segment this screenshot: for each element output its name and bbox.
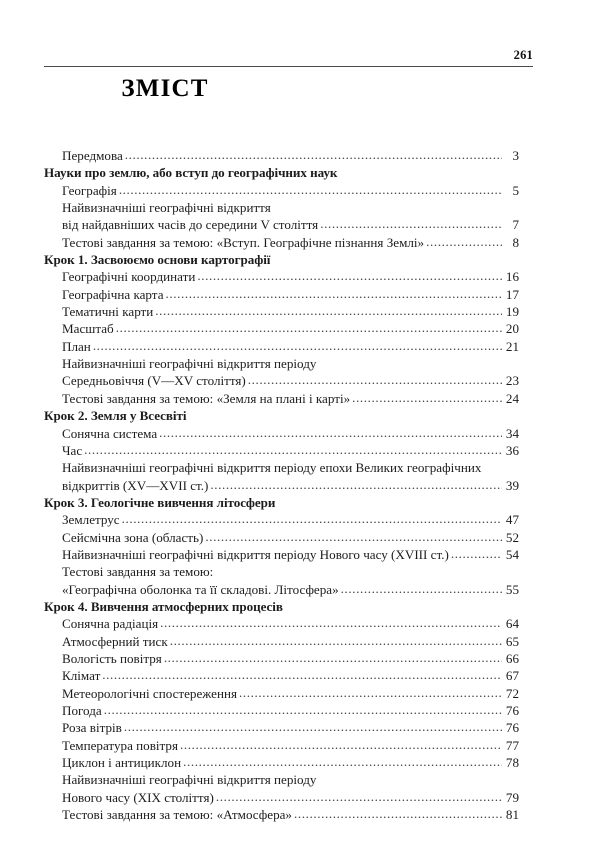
toc-page-number: 36: [505, 442, 519, 458]
toc-dot-leader: [183, 753, 501, 770]
toc-dot-leader: [119, 181, 502, 198]
toc-page-number: 24: [505, 390, 519, 406]
toc-entry[interactable]: [62, 442, 519, 459]
toc-entry[interactable]: [62, 372, 519, 389]
toc-entry-continuation[interactable]: [62, 355, 519, 372]
toc-entry-label: Тестові завдання за темою: «Атмосфера»: [62, 807, 292, 823]
toc-page-number: 64: [505, 616, 519, 632]
toc-page-number: 19: [505, 304, 519, 320]
toc-entry-label: Найвизначніші географічні відкриття періоду: [62, 772, 317, 788]
toc-page-number: 17: [505, 286, 519, 302]
toc-entry[interactable]: [62, 182, 519, 199]
toc-dot-leader: [170, 632, 502, 649]
toc-page-number: 67: [505, 668, 519, 684]
toc-dot-leader: [166, 285, 502, 302]
toc-entry-label: Тестові завдання за темою: «Вступ. Географічне пізнання Землі»: [62, 234, 425, 250]
toc-page-number: 39: [505, 477, 519, 493]
toc-dot-leader: [294, 805, 502, 822]
toc-entry-label: Географічні координати: [62, 269, 196, 285]
toc-entry[interactable]: [62, 650, 519, 667]
toc-dot-leader: [160, 614, 501, 631]
toc-page-number: 34: [505, 425, 519, 441]
toc-entry-label: Найвизначніші географічні відкриття періоду епохи Великих географічних: [62, 460, 482, 476]
toc-entry-label: Сонячна система: [62, 425, 158, 441]
toc-dot-leader: [451, 545, 502, 562]
toc-dot-leader: [216, 788, 502, 805]
toc-dot-leader: [426, 233, 501, 250]
toc-entry-label: Вологість повітря: [62, 650, 162, 666]
toc-entry-label: Тестові завдання за темою:: [62, 564, 214, 580]
toc-entry[interactable]: [62, 806, 519, 823]
toc-page-number: 47: [505, 512, 519, 528]
table-of-contents: [44, 147, 519, 823]
toc-entry[interactable]: [62, 303, 519, 320]
toc-dot-leader: [102, 666, 501, 683]
toc-dot-leader: [197, 267, 501, 284]
toc-entry-label: Температура повітря: [62, 737, 178, 753]
toc-section-heading: [44, 407, 519, 424]
toc-dot-leader: [116, 319, 502, 336]
toc-page-number: 78: [505, 755, 519, 771]
toc-entry[interactable]: [62, 702, 519, 719]
toc-dot-leader: [122, 510, 502, 527]
toc-dot-leader: [125, 146, 502, 163]
toc-entry[interactable]: [62, 633, 519, 650]
toc-page-number: 76: [505, 720, 519, 736]
toc-entry-label: Атмосферний тиск: [62, 633, 168, 649]
toc-dot-leader: [84, 441, 501, 458]
toc-entry[interactable]: [62, 511, 519, 528]
toc-entry[interactable]: [62, 320, 519, 337]
toc-entry-label: Найвизначніші географічні відкриття періоду Нового часу (XVIII ст.): [62, 546, 449, 562]
toc-heading-label: Крок 1. Засвоюємо основи картографії: [44, 252, 271, 268]
toc-entry-label: Метеорологічні спостереження: [62, 685, 237, 701]
toc-heading-label: Науки про землю, або вступ до географічних наук: [44, 165, 338, 181]
toc-page-number: 52: [505, 529, 519, 545]
toc-entry-label: Сонячна радіація: [62, 616, 159, 632]
toc-page-number: 54: [505, 546, 519, 562]
toc-dot-leader: [210, 476, 501, 493]
toc-page-number: 21: [505, 338, 519, 354]
toc-entry[interactable]: [62, 216, 519, 233]
toc-page-number: 16: [505, 269, 519, 285]
toc-page-number: 72: [505, 685, 519, 701]
toc-page-number: 5: [512, 182, 519, 198]
toc-entry[interactable]: [62, 477, 519, 494]
toc-entry-label: відкриттів (XV—XVII ст.): [62, 477, 209, 493]
toc-entry[interactable]: [62, 615, 519, 632]
toc-dot-leader: [155, 302, 501, 319]
toc-dot-leader: [239, 684, 502, 701]
toc-entry[interactable]: [62, 338, 519, 355]
toc-entry-continuation[interactable]: [62, 771, 519, 788]
page-header: [44, 48, 533, 67]
toc-entry-label: Сейсмічна зона (область): [62, 529, 204, 545]
toc-entry-label: Середньовіччя (V—XV століття): [62, 373, 246, 389]
toc-dot-leader: [164, 649, 502, 666]
toc-section-heading: [44, 598, 519, 615]
toc-heading-label: Крок 3. Геологічне вивчення літосфери: [44, 494, 276, 510]
toc-entry-label: Географія: [62, 182, 117, 198]
toc-dot-leader: [180, 736, 502, 753]
toc-dot-leader: [93, 337, 502, 354]
toc-entry[interactable]: [62, 719, 519, 736]
toc-page-number: 3: [512, 148, 519, 163]
toc-dot-leader: [124, 718, 502, 735]
toc-entry-label: від найдавніших часів до середини V століття: [62, 217, 319, 233]
toc-page-number: 66: [505, 650, 519, 666]
toc-section-heading: [44, 494, 519, 511]
toc-entry[interactable]: [62, 529, 519, 546]
toc-entry-label: Роза вітрів: [62, 720, 122, 736]
toc-page-number: 20: [505, 321, 519, 337]
toc-entry-label: Передмова: [62, 148, 123, 163]
toc-entry[interactable]: [62, 147, 519, 164]
toc-entry-label: План: [62, 338, 91, 354]
toc-entry-label: Погода: [62, 703, 102, 718]
toc-entry[interactable]: [62, 425, 519, 442]
toc-entry-label: Землетрус: [62, 512, 120, 528]
toc-entry-continuation[interactable]: [62, 459, 519, 476]
toc-entry[interactable]: [62, 685, 519, 702]
toc-entry-label: Циклон і антициклон: [62, 755, 182, 771]
toc-dot-leader: [352, 389, 501, 406]
toc-entry[interactable]: [62, 581, 519, 598]
toc-page-number: 77: [505, 737, 519, 753]
header-divider: [44, 66, 533, 67]
toc-page-number: 23: [505, 373, 519, 389]
toc-entry[interactable]: [62, 286, 519, 303]
page-title: ЗМІСТ: [121, 75, 209, 102]
toc-entry-label: Найвизначніші географічні відкриття періоду: [62, 356, 317, 372]
toc-entry-label: Масштаб: [62, 321, 114, 337]
toc-dot-leader: [159, 424, 501, 441]
toc-entry[interactable]: [62, 754, 519, 771]
toc-dot-leader: [320, 215, 501, 232]
toc-page-number: 76: [505, 703, 519, 718]
toc-section-heading: [44, 251, 519, 268]
toc-entry[interactable]: [62, 390, 519, 407]
toc-page-number: 65: [505, 633, 519, 649]
toc-page-number: 8: [512, 234, 519, 250]
toc-heading-label: Крок 4. Вивчення атмосферних процесів: [44, 598, 283, 614]
toc-entry-label: Нового часу (XIX століття): [62, 789, 214, 805]
toc-entry-label: Географічна карта: [62, 286, 164, 302]
page-number: 261: [513, 48, 533, 62]
toc-entry-label: Найвизначніші географічні відкриття: [62, 200, 271, 216]
toc-entry-label: Тематичні карти: [62, 304, 154, 320]
toc-entry[interactable]: [62, 789, 519, 806]
toc-page-number: 81: [505, 807, 519, 823]
toc-entry-continuation[interactable]: [62, 199, 519, 216]
toc-entry[interactable]: [62, 546, 519, 563]
toc-dot-leader: [205, 528, 501, 545]
toc-dot-leader: [104, 701, 502, 718]
toc-page-number: 79: [505, 789, 519, 805]
toc-entry-label: «Географічна оболонка та її складові. Літосфера»: [62, 581, 339, 597]
toc-entry-label: Тестові завдання за темою: «Земля на плані і карті»: [62, 390, 351, 406]
toc-dot-leader: [341, 580, 502, 597]
toc-page-number: 7: [512, 217, 519, 233]
toc-entry-label: Час: [62, 442, 83, 458]
toc-entry[interactable]: [62, 268, 519, 285]
toc-page-number: 55: [505, 581, 519, 597]
toc-dot-leader: [248, 371, 502, 388]
toc-entry-label: Клімат: [62, 668, 101, 684]
toc-section-heading: [44, 164, 519, 181]
toc-entry[interactable]: [62, 667, 519, 684]
toc-entry[interactable]: [62, 737, 519, 754]
toc-entry-continuation[interactable]: [62, 563, 519, 580]
toc-entry[interactable]: [62, 234, 519, 251]
toc-heading-label: Крок 2. Земля у Всесвіті: [44, 408, 187, 424]
